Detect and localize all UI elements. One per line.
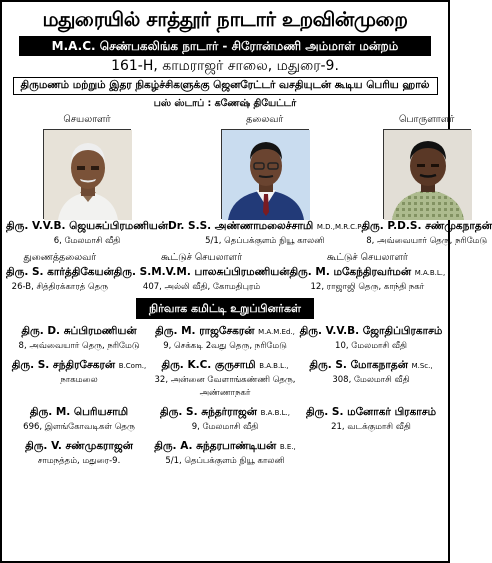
deputy-name: திரு. M. மகேந்திரவர்மன் xyxy=(289,266,412,278)
member-address: 5/1, தெப்பக்குளம் நியூ காலனி xyxy=(165,456,285,466)
member-address: சாமநத்தம், மதுரை-9. xyxy=(37,456,121,466)
deputy-degree: M.A.B.L., xyxy=(414,269,446,277)
officer-name: திரு. P.D.S. சண்முகநாதன் xyxy=(361,220,492,232)
member-address: 9, செக்கடி 2வது தெரு, நரிமேடு xyxy=(163,341,287,351)
member-address: 8, அவ்வையார் தெரு, நரிமேடு xyxy=(18,341,140,351)
member-item xyxy=(6,357,152,400)
deputy-address: 26-B, சித்திரக்காரத் தெரு xyxy=(11,282,108,292)
deputy-address: 12, ராஜாஜி தெரு, காந்தி நகர் xyxy=(310,282,425,292)
deputy-role: துணைத்தலைவர் xyxy=(23,252,97,263)
officer-treasurer xyxy=(361,113,491,248)
deputy-role: கூட்டுச் செயலாளர் xyxy=(326,252,408,263)
page-title: மதுரையில் சாத்தூர் நாடார் உறவின்முறை xyxy=(42,7,408,31)
member-address: 696, இளங்கோவடிகள் தெரு xyxy=(23,422,135,432)
portrait-photo-treasurer xyxy=(383,129,471,219)
member-item xyxy=(152,404,298,434)
hall-facilities-note: திருமணம் மற்றும் இதர நிகழ்ச்சிகளுக்கு ஜெனரேட்டர் வசதியுடன் கூடிய பெரிய ஹால் xyxy=(13,77,438,95)
member-degree: M.Sc., xyxy=(411,362,433,370)
member-address: 32, அன்னை வேளாங்கண்ணி தெரு, xyxy=(154,375,296,385)
officer-role: தலைவர் xyxy=(246,114,284,125)
officer-role: பொருளாளர் xyxy=(399,114,455,125)
member-name: திரு. S. மனோகர் பிரகாசம் xyxy=(305,406,437,418)
deputies-row xyxy=(6,251,444,294)
member-item xyxy=(298,404,444,434)
officer-president xyxy=(168,113,361,248)
deputy-address: 407, அல்லி வீதி, கோமதிபுரம் xyxy=(142,282,261,292)
portrait-photo-secretary xyxy=(43,129,131,219)
officer-name: Dr. S.S. அண்ணாமலைச்சாமி xyxy=(168,220,314,232)
member-item xyxy=(152,357,298,400)
deputy-joint-secretary-1 xyxy=(114,251,290,294)
members-row xyxy=(6,323,444,353)
deputy-vice-president xyxy=(6,251,114,294)
member-item xyxy=(6,404,152,434)
members-row xyxy=(6,404,444,434)
member-item xyxy=(298,323,444,353)
member-degree: B.E., xyxy=(279,443,296,451)
member-address: 21, வடக்குமாசி வீதி xyxy=(331,422,411,432)
committee-heading: நிர்வாக கமிட்டி உறுப்பினர்கள் xyxy=(136,298,314,319)
member-name: திரு. S. சுந்தர்ராஜன் xyxy=(160,406,257,418)
member-address: நாகமலை xyxy=(60,375,98,385)
deputy-role: கூட்டுச் செயலாளர் xyxy=(161,252,243,263)
member-address: 9, மேலமாசி வீதி xyxy=(191,422,259,432)
officer-role: செயலாளர் xyxy=(63,114,111,125)
member-name: திரு. K.C. குருசாமி xyxy=(161,359,256,371)
member-degree: M.A.M.Ed., xyxy=(258,328,295,336)
member-item xyxy=(152,438,298,468)
member-item xyxy=(6,438,152,468)
officer-degree: M.D.,M.R.C.P xyxy=(316,223,362,231)
officer-secretary xyxy=(6,113,168,248)
portrait-photo-president xyxy=(221,129,309,219)
officer-address: 6, மேலமாசி வீதி xyxy=(53,236,121,246)
bus-stop-note: பஸ் ஸ்டாப் : கணேஷ் தியேட்டர் xyxy=(153,98,297,109)
member-item xyxy=(6,323,152,353)
member-name: திரு. S. சந்திரசேகரன் xyxy=(11,359,116,371)
hall-address: 161-H, காமராஜர் சாலை, மதுரை-9. xyxy=(111,58,339,74)
member-name: திரு. M. ராஜசேகரன் xyxy=(155,325,255,337)
member-name: திரு. M. பெரியசாமி xyxy=(29,406,129,418)
member-name: திரு. V. சண்முகராஜன் xyxy=(25,440,133,452)
member-name: திரு. S. மோகநாதன் xyxy=(309,359,408,371)
member-address-line2: அண்ணாநகர் xyxy=(199,388,251,398)
member-item xyxy=(298,357,444,400)
member-item xyxy=(152,323,298,353)
hall-name-banner: M.A.C. செண்பகலிங்க நாடார் - சிரோன்மணி அம்மாள் மன்றம் xyxy=(19,36,431,56)
member-degree: B.Com., xyxy=(118,362,147,370)
officers-row xyxy=(6,113,492,248)
deputy-name: திரு. S. கார்த்திகேயன் xyxy=(6,266,114,278)
deputy-joint-secretary-2 xyxy=(289,251,445,294)
member-address: 308, மேலமாசி வீதி xyxy=(332,375,410,385)
member-name: திரு. D. சுப்பிரமணியன் xyxy=(21,325,137,337)
member-degree: B.A.B.L., xyxy=(260,409,290,417)
member-name: திரு. A. சுந்தரபாண்டியன் xyxy=(154,440,277,452)
member-address: 10, மேலமாசி வீதி xyxy=(335,341,407,351)
member-degree: B.A.B.L., xyxy=(259,362,289,370)
deputy-name: திரு. S.M.V.M. பாலசுப்பிரமணியன் xyxy=(113,266,290,278)
member-item-empty xyxy=(298,438,444,468)
officer-address: 5/1, தெப்பக்குளம் நியூ காலனி xyxy=(205,236,325,246)
member-name: திரு. V.V.B. ஜோதிப்பிரகாசம் xyxy=(299,325,443,337)
officer-address: 8, அவ்வையார் தெரு, நரிமேடு xyxy=(366,236,488,246)
members-row xyxy=(6,438,444,468)
members-row xyxy=(6,357,444,400)
officer-name: திரு. V.V.B. ஜெயசுப்பிரமணியன் xyxy=(6,220,168,232)
